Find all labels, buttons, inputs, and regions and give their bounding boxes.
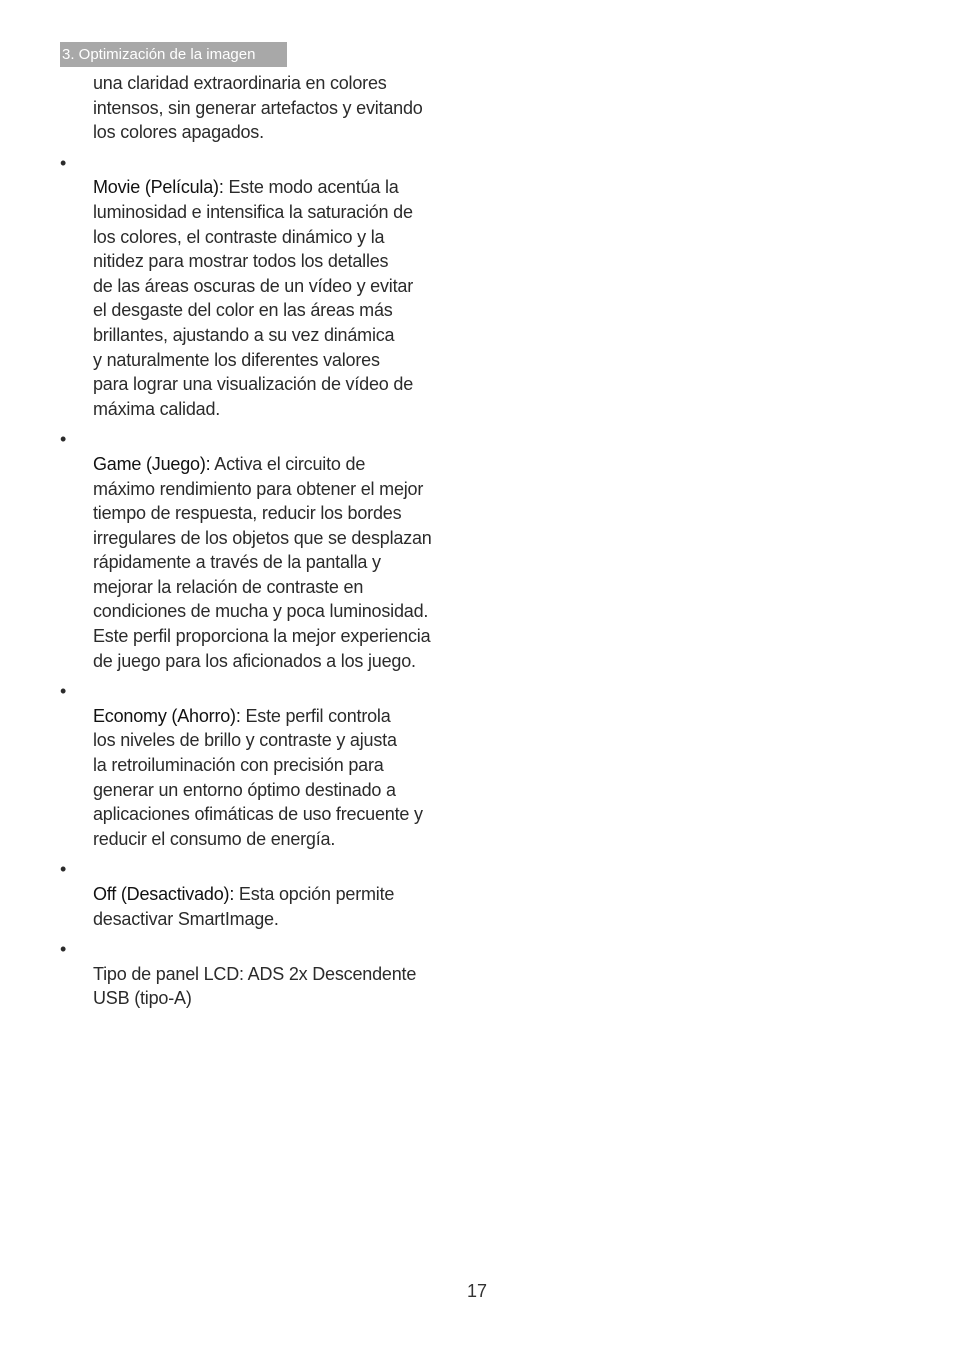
list-item-off xyxy=(60,857,460,931)
item-term: Game (Juego): xyxy=(93,453,211,474)
item-text: Tipo de panel LCD: ADS 2x Descendente USB (tipo-A) xyxy=(93,963,417,1009)
item-term: Economy (Ahorro): xyxy=(93,705,241,726)
list-item-game xyxy=(60,427,460,673)
section-header xyxy=(60,42,287,67)
bullet-icon: • xyxy=(60,681,67,702)
bullet-icon: • xyxy=(60,859,67,880)
item-term: Movie (Película): xyxy=(93,177,224,198)
bullet-icon: • xyxy=(60,429,67,450)
list-item-economy xyxy=(60,679,460,851)
intro-paragraph: una claridad extraordinaria en colores intensos, sin generar artefactos y evitando los colores apagados. xyxy=(93,73,423,143)
item-text: Este perfil controla los niveles de brillo y contraste y ajusta la retroiluminación con precisión para generar un entorno óptimo destinado a aplicaciones ofimáticas de uso frecuente y reducir el consumo de energía. xyxy=(93,705,423,849)
page-number: 17 xyxy=(466,1281,488,1301)
item-text: Activa el circuito de máximo rendimiento para obtener el mejor tiempo de respuesta, reducir los bordes irregulares de los objetos que se desplazan rápidamente a través de la pantalla y mejorar la relación de contraste en condiciones de mucha y poca luminosidad. Este perfil proporciona la mejor experiencia de juego para los aficionados a los juego. xyxy=(93,453,432,671)
section-title: 3. Optimización de la imagen xyxy=(62,46,256,63)
item-text: Este modo acentúa la luminosidad e intensifica la saturación de los colores, el contraste dinámico y la nitidez para mostrar todos los detalles de las áreas oscuras de un vídeo y evitar el desgaste del color en las áreas más brillantes, ajustando a su vez dinámica y naturalmente los diferentes valores para lograr una visualización de vídeo de máxima calidad. xyxy=(93,177,414,419)
item-term: Off (Desactivado): xyxy=(93,884,235,904)
main-content xyxy=(60,71,460,1011)
list-item-panel-type xyxy=(60,937,460,1011)
list-item-movie xyxy=(60,151,460,422)
item-text: Esta opción permite desactivar SmartImage. xyxy=(93,884,395,929)
bullet-icon: • xyxy=(60,152,67,173)
bullet-icon: • xyxy=(60,939,67,960)
